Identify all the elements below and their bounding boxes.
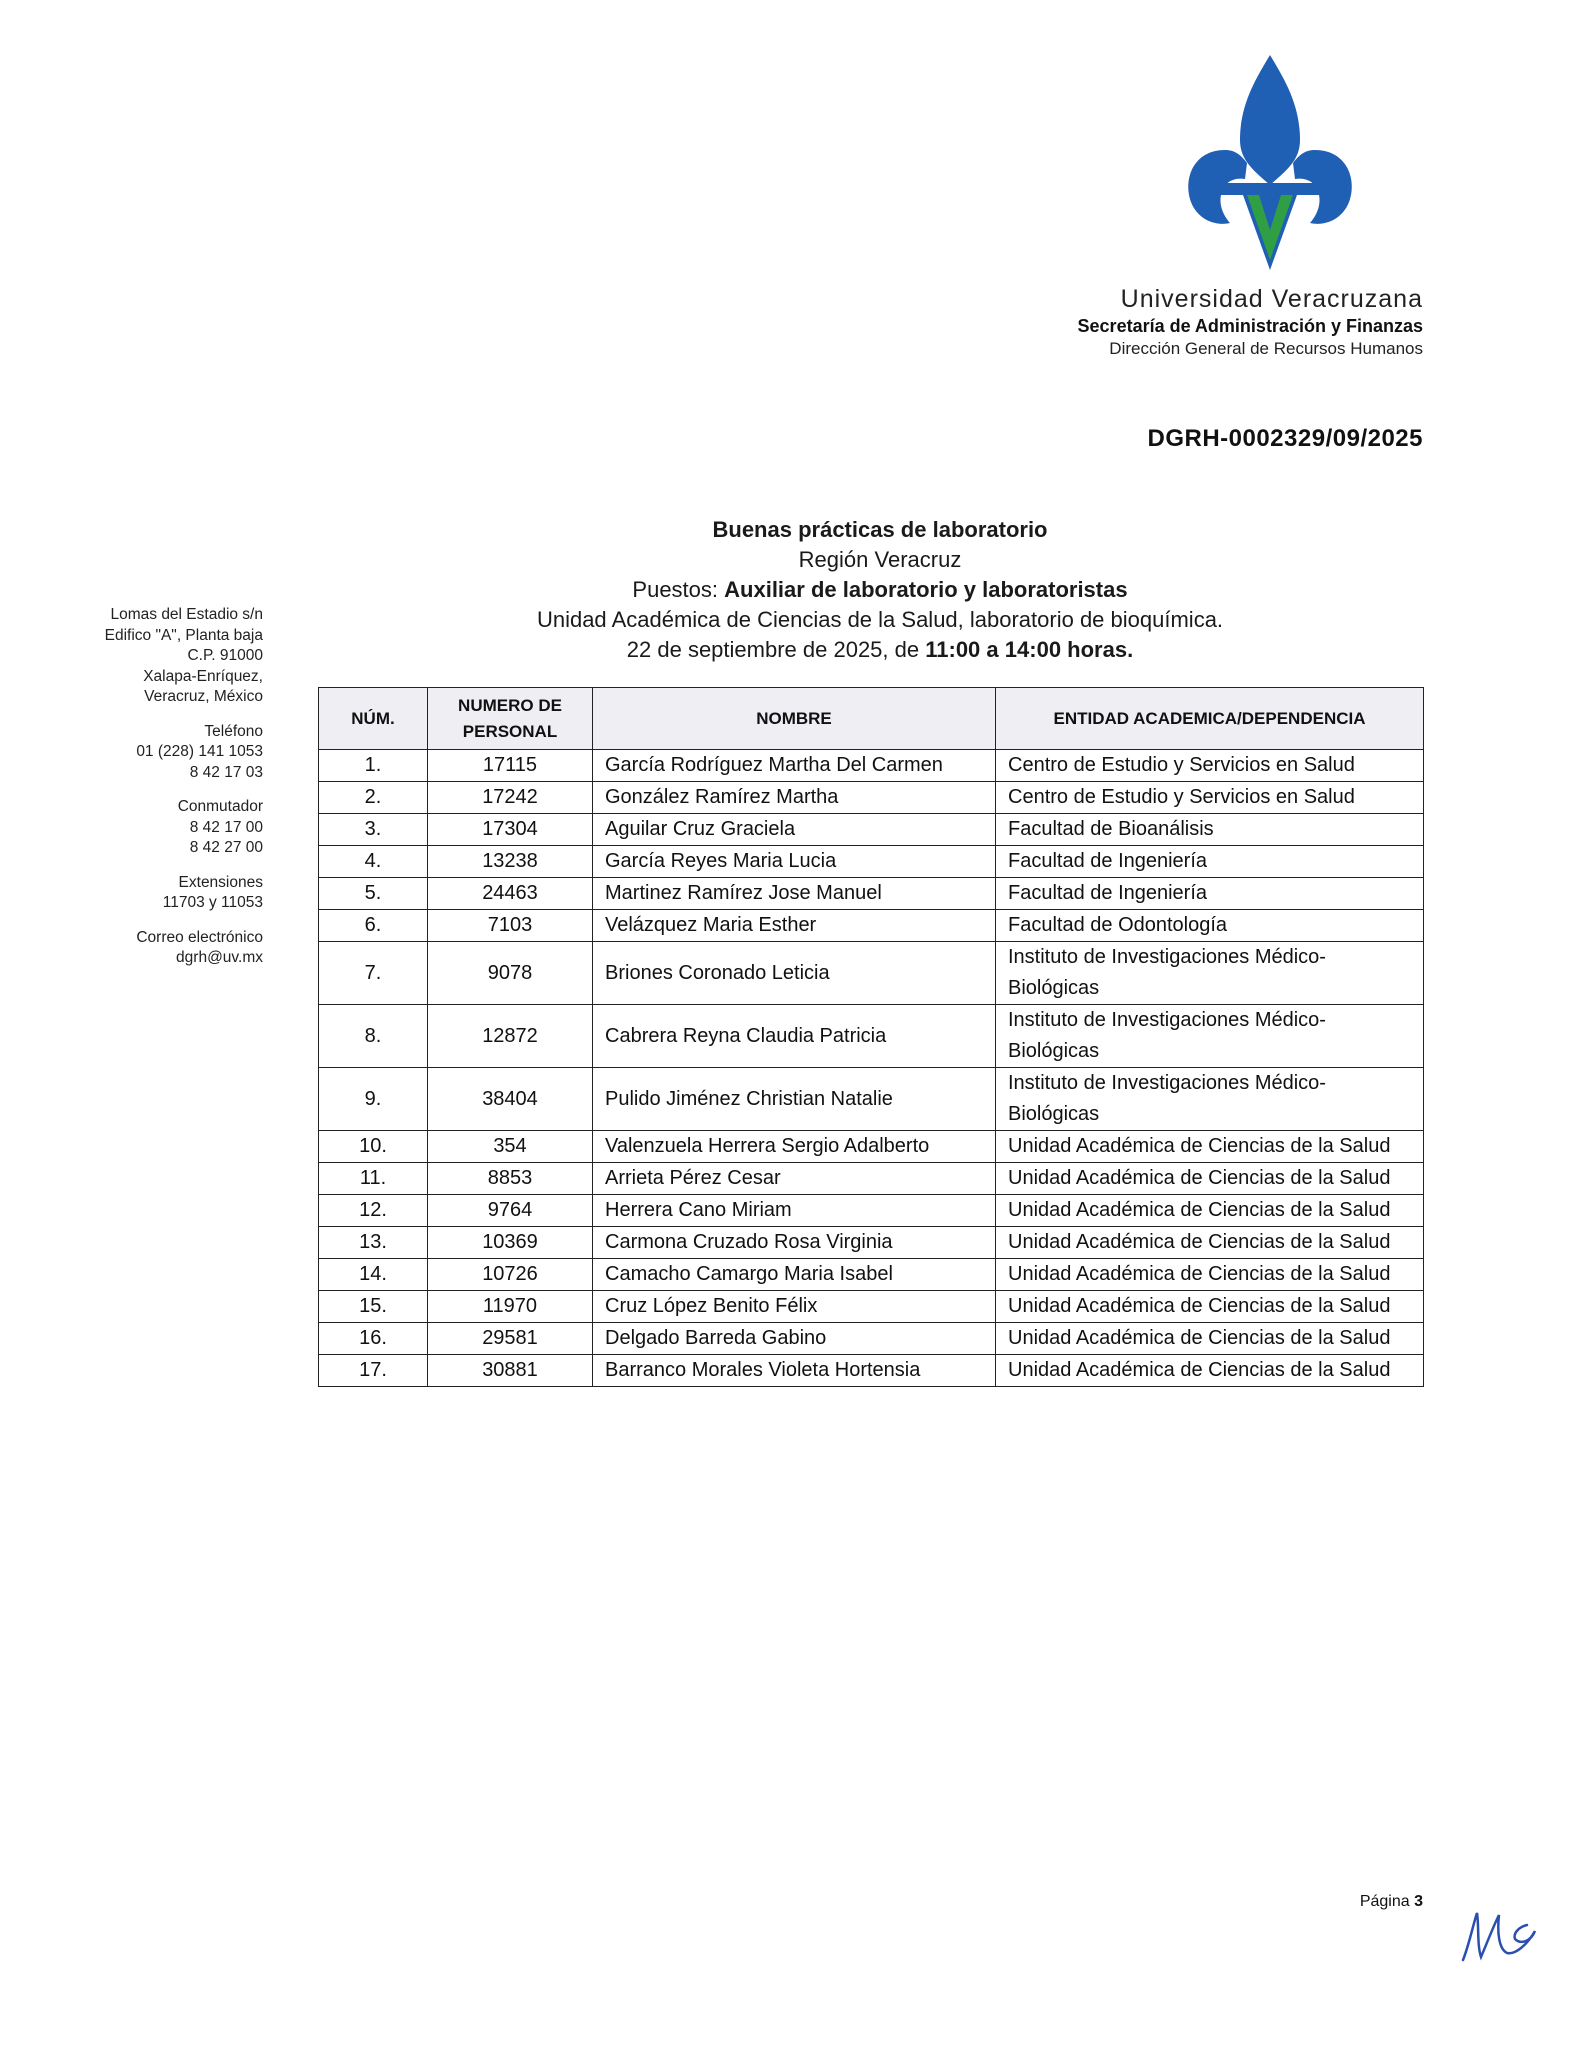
cell-num: 11. [319, 1163, 428, 1195]
cell-nombre: Delgado Barreda Gabino [593, 1323, 996, 1355]
address-line: Xalapa-Enríquez, [143, 667, 263, 685]
cell-num: 7. [319, 942, 428, 1005]
secretaria-name: Secretaría de Administración y Finanzas [1077, 316, 1423, 337]
cell-personal: 30881 [428, 1355, 593, 1387]
cell-entidad: Facultad de Bioanálisis [996, 814, 1424, 846]
cell-nombre: García Reyes Maria Lucia [593, 846, 996, 878]
cell-nombre: Velázquez Maria Esther [593, 910, 996, 942]
puestos-value: Auxiliar de laboratorio y laboratoristas [724, 577, 1128, 602]
cell-entidad: Instituto de Investigaciones Médico-Biológicas [996, 942, 1424, 1005]
cell-nombre: Cruz López Benito Félix [593, 1291, 996, 1323]
page-label: Página [1359, 1893, 1410, 1910]
cell-entidad: Facultad de Ingeniería [996, 846, 1424, 878]
cell-personal: 10726 [428, 1259, 593, 1291]
cell-entidad: Unidad Académica de Ciencias de la Salud [996, 1227, 1424, 1259]
direccion-name: Dirección General de Recursos Humanos [1109, 338, 1423, 358]
telefono-label: Teléfono [204, 722, 263, 740]
correo-value: dgrh@uv.mx [176, 949, 263, 966]
extensiones-label: Extensiones [178, 873, 263, 891]
table-row [319, 878, 1424, 910]
cell-nombre: Carmona Cruzado Rosa Virginia [593, 1227, 996, 1259]
cell-nombre: Aguilar Cruz Graciela [593, 814, 996, 846]
cell-num: 15. [319, 1291, 428, 1323]
participants-table [318, 687, 1424, 1387]
puestos-label: Puestos: [632, 577, 719, 602]
correo-label: Correo electrónico [136, 928, 263, 946]
cell-entidad: Unidad Académica de Ciencias de la Salud [996, 1195, 1424, 1227]
university-name: Universidad Veracruzana [1120, 285, 1423, 313]
cell-nombre: Arrieta Pérez Cesar [593, 1163, 996, 1195]
cell-entidad: Facultad de Odontología [996, 910, 1424, 942]
cell-entidad: Unidad Académica de Ciencias de la Salud [996, 1323, 1424, 1355]
cell-entidad: Facultad de Ingeniería [996, 878, 1424, 910]
cell-nombre: González Ramírez Martha [593, 782, 996, 814]
extensiones-block [105, 873, 263, 914]
cell-num: 16. [319, 1323, 428, 1355]
table-row [319, 1323, 1424, 1355]
address-line: Edifico "A", Planta baja [104, 626, 263, 644]
document-number: DGRH-0002329/09/2025 [1147, 425, 1423, 452]
table-row [319, 1227, 1424, 1259]
cell-personal: 9764 [428, 1195, 593, 1227]
university-header [1078, 284, 1423, 359]
cell-nombre: Martinez Ramírez Jose Manuel [593, 878, 996, 910]
conmutador-value: 8 42 27 00 [189, 839, 263, 856]
page-value: 3 [1414, 1893, 1423, 1910]
lugar: Unidad Académica de Ciencias de la Salud, laboratorio de bioquímica. [536, 607, 1224, 632]
cell-nombre: Barranco Morales Violeta Hortensia [593, 1355, 996, 1387]
cell-personal: 11970 [428, 1291, 593, 1323]
cell-entidad: Unidad Académica de Ciencias de la Salud [996, 1355, 1424, 1387]
cell-entidad: Unidad Académica de Ciencias de la Salud [996, 1259, 1424, 1291]
cell-num: 5. [319, 878, 428, 910]
table-row [319, 1291, 1424, 1323]
hora-fin: 14:00 horas. [1004, 637, 1134, 662]
cell-nombre: Cabrera Reyna Claudia Patricia [593, 1005, 996, 1068]
cell-num: 6. [319, 910, 428, 942]
cell-personal: 13238 [428, 846, 593, 878]
table-row [319, 846, 1424, 878]
cell-nombre: Pulido Jiménez Christian Natalie [593, 1068, 996, 1131]
header-entidad: ENTIDAD ACADEMICA/DEPENDENCIA [996, 688, 1424, 750]
university-logo [1185, 55, 1355, 270]
address-line: Veracruz, México [144, 688, 263, 705]
cell-num: 10. [319, 1131, 428, 1163]
cell-entidad: Instituto de Investigaciones Médico-Biológicas [996, 1005, 1424, 1068]
cell-entidad: Unidad Académica de Ciencias de la Salud [996, 1291, 1424, 1323]
cell-nombre: Herrera Cano Miriam [593, 1195, 996, 1227]
cell-personal: 354 [428, 1131, 593, 1163]
cell-personal: 12872 [428, 1005, 593, 1068]
cell-personal: 10369 [428, 1227, 593, 1259]
table-row [319, 1005, 1424, 1068]
table-row [319, 1259, 1424, 1291]
header-num: NÚM. [319, 688, 428, 750]
table-row [319, 750, 1424, 782]
signature [1455, 1905, 1540, 1965]
telefono-value: 8 42 17 03 [189, 763, 263, 781]
cell-personal: 17242 [428, 782, 593, 814]
cell-entidad: Instituto de Investigaciones Médico-Biológicas [996, 1068, 1424, 1131]
table-row [319, 1131, 1424, 1163]
cell-entidad: Unidad Académica de Ciencias de la Salud [996, 1131, 1424, 1163]
cell-personal: 7103 [428, 910, 593, 942]
cell-num: 3. [319, 814, 428, 846]
puestos-line [430, 575, 1330, 605]
cell-entidad: Unidad Académica de Ciencias de la Salud [996, 1163, 1424, 1195]
cell-personal: 17115 [428, 750, 593, 782]
header-personal: NUMERO DE PERSONAL [428, 688, 593, 750]
cell-num: 17. [319, 1355, 428, 1387]
hora-sep: a [986, 637, 999, 662]
telefono-block [105, 722, 263, 784]
address-line: C.P. 91000 [187, 647, 263, 664]
cell-nombre: Briones Coronado Leticia [593, 942, 996, 1005]
table-row [319, 1068, 1424, 1131]
handwritten-initials-icon [1455, 1905, 1540, 1965]
table-row [319, 1195, 1424, 1227]
cell-nombre: Valenzuela Herrera Sergio Adalberto [593, 1131, 996, 1163]
table-row [319, 1163, 1424, 1195]
header-nombre: NOMBRE [593, 688, 996, 750]
cell-personal: 38404 [428, 1068, 593, 1131]
fleur-de-lis-icon [1185, 55, 1355, 270]
cell-num: 2. [319, 782, 428, 814]
cell-personal: 24463 [428, 878, 593, 910]
cell-entidad: Centro de Estudio y Servicios en Salud [996, 782, 1424, 814]
table-row [319, 814, 1424, 846]
cell-num: 4. [319, 846, 428, 878]
table-row [319, 782, 1424, 814]
table-row [319, 910, 1424, 942]
cell-num: 14. [319, 1259, 428, 1291]
extensiones-value: 11703 y 11053 [162, 894, 263, 911]
conmutador-value: 8 42 17 00 [189, 818, 263, 836]
conmutador-block [105, 797, 263, 859]
fecha-line [430, 635, 1330, 665]
conmutador-label: Conmutador [177, 798, 263, 815]
cell-nombre: Camacho Camargo Maria Isabel [593, 1259, 996, 1291]
correo-block [105, 928, 263, 969]
fecha-prefix: 22 de septiembre de 2025, de [626, 637, 920, 662]
page-number [1360, 1893, 1423, 1911]
hora-inicio: 11:00 [925, 637, 981, 662]
address-line: Lomas del Estadio s/n [110, 606, 263, 623]
cell-num: 8. [319, 1005, 428, 1068]
cell-num: 9. [319, 1068, 428, 1131]
cell-personal: 29581 [428, 1323, 593, 1355]
address-block [105, 605, 263, 708]
cell-num: 1. [319, 750, 428, 782]
cell-personal: 8853 [428, 1163, 593, 1195]
cell-personal: 9078 [428, 942, 593, 1005]
table-row [319, 942, 1424, 1005]
course-title: Buenas prácticas de laboratorio [712, 517, 1048, 542]
document-title-block [430, 515, 1330, 665]
cell-personal: 17304 [428, 814, 593, 846]
cell-entidad: Centro de Estudio y Servicios en Salud [996, 750, 1424, 782]
contact-sidebar [105, 605, 263, 983]
cell-num: 12. [319, 1195, 428, 1227]
cell-nombre: García Rodríguez Martha Del Carmen [593, 750, 996, 782]
table-row [319, 1355, 1424, 1387]
cell-num: 13. [319, 1227, 428, 1259]
region: Región Veracruz [798, 547, 962, 572]
table-header-row [319, 688, 1424, 750]
telefono-value: 01 (228) 141 1053 [136, 743, 263, 760]
